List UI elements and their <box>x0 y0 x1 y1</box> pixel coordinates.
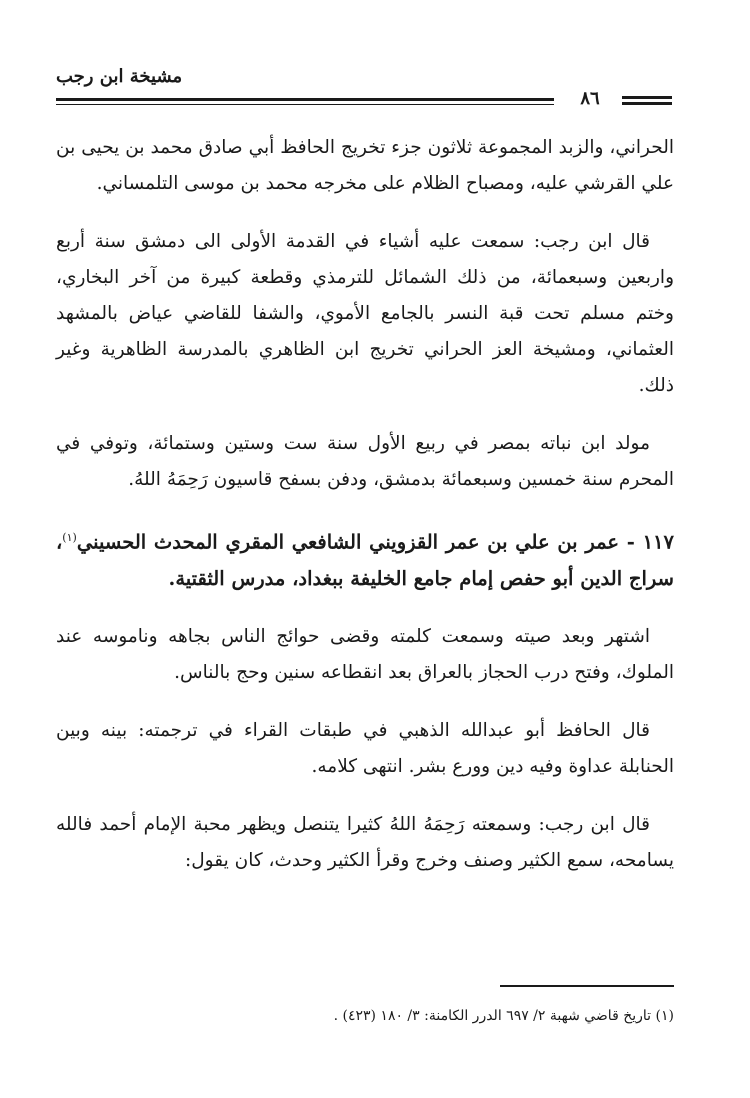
header-rule-thin <box>56 104 554 105</box>
paragraph: قال الحافظ أبو عبدالله الذهبي في طبقات القراء في ترجمته: بينه وبين الحنابلة عداوة وفيه دين وورع بشر. انتهى كلامه. <box>56 719 674 777</box>
entry-heading-text: ١١٧ - عمر بن علي بن عمر القزويني الشافعي المقري المحدث الحسيني <box>76 530 674 554</box>
footnote-separator <box>500 985 674 987</box>
paragraph: قال ابن رجب: سمعت عليه أشياء في القدمة الأولى الى دمشق سنة أربع واربعين وسبعمائة، من ذلك الشمائل للترمذي وقطعة كبيرة من آخر البخاري، وختم مسلم تحت قبة النسر بالجامع الأموي، والشفا للقاضي عياض بالمشهد العثماني، ومشيخة العز الحراني تخريج ابن الظاهري بالمدرسة الظاهرية وغير ذلك. <box>56 231 674 396</box>
paragraph: مولد ابن نباته بمصر في ربيع الأول سنة ست وستين وستمائة، وتوفي في المحرم سنة خمسين وسبعمائة بدمشق، ودفن بسفح قاسيون رَحِمَهُ اللهُ. <box>56 433 674 490</box>
page-number-ornament <box>622 96 672 108</box>
entry-heading-text-continued: ، سراج الدين أبو حفص إمام جامع الخليفة ببغداد، مدرس الثقتية. <box>56 530 674 590</box>
footnote-reference[interactable]: (١) <box>62 531 77 544</box>
page-number: ٨٦ <box>580 88 600 109</box>
paragraph: الحراني، والزبد المجموعة ثلاثون جزء تخريج الحافظ أبي صادق محمد بن يحيى بن علي القرشي عليه، ومصباح الظلام على مخرجه محمد بن موسى التلمساني. <box>56 137 674 194</box>
header-rule-thick <box>56 98 554 101</box>
paragraph: قال ابن رجب: وسمعته رَحِمَهُ اللهُ كثيرا يتنصل ويظهر محبة الإمام أحمد فالله يسامحه، سمع الكثير وصنف وخرج وقرأ الكثير وحدث، كان يقول: <box>56 813 674 871</box>
running-header-title: مشيخة ابن رجب <box>56 66 183 87</box>
body-text <box>56 130 674 901</box>
footnote: (١) تاريخ قاضي شهبة ٢/ ٦٩٧ الدرر الكامنة: ٣/ ١٨٠ (٤٢٣) . <box>333 1008 674 1024</box>
paragraph: اشتهر وبعد صيته وسمعت كلمته وقضى حوائج الناس بجاهه وناموسه عند الملوك، وفتح درب الحجاز بالعراق بعد انقطاعه سنين وحج بالناس. <box>56 625 674 683</box>
biography-entry-heading <box>56 520 674 597</box>
